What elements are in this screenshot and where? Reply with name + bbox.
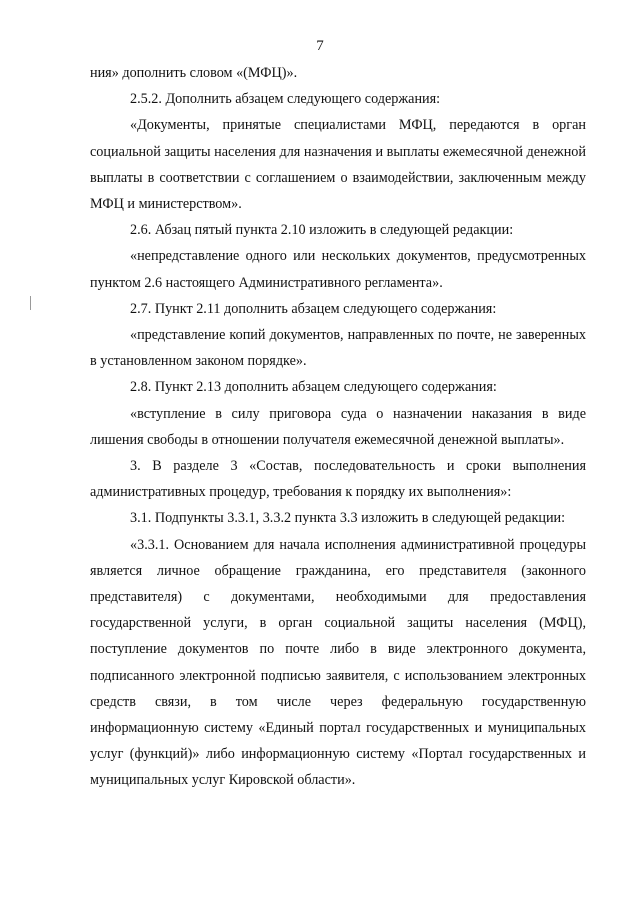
paragraph-quote-copies: «представление копий документов, направленных по почте, не заверенных в установленном законом порядке».: [90, 327, 586, 370]
paragraph-continuation: ния» дополнить словом «(МФЦ)».: [90, 65, 298, 81]
paragraph-2-5-2: 2.5.2. Дополнить абзацем следующего содержания:: [130, 91, 441, 108]
page-number: 7: [316, 38, 324, 54]
paragraph-3-1: 3.1. Подпункты 3.3.1, 3.3.2 пункта 3.3 изложить в следующей редакции:: [130, 510, 566, 527]
paragraph-quote-non-submission: «непредставление одного или нескольких документов, предусмотренных пунктом 2.6 настоящего Административного регламента».: [90, 248, 586, 291]
document-body: [90, 60, 586, 794]
paragraph-quote-sentence: «вступление в силу приговора суда о назначении наказания в виде лишения свободы в отношении получателя ежемесячной денежной выплаты».: [90, 405, 586, 448]
paragraph-2-7: 2.7. Пункт 2.11 дополнить абзацем следующего содержания:: [130, 300, 497, 317]
paragraph-2-6: 2.6. Абзац пятый пункта 2.10 изложить в следующей редакции:: [130, 222, 514, 239]
paragraph-2-8: 2.8. Пункт 2.13 дополнить абзацем следующего содержания:: [130, 379, 497, 396]
paragraph-section-3: 3. В разделе 3 «Состав, последовательность и сроки выполнения административных процедур, требования к порядку их выполнения»:: [90, 458, 586, 501]
scan-edge-mark: [30, 296, 31, 310]
paragraph-quote-documents: «Документы, принятые специалистами МФЦ, передаются в орган социальной защиты населения для назначения и выплаты ежемесячной денежной выплаты в соответствии с соглашением о взаимодействии, заключенным между МФЦ и министерством».: [90, 117, 586, 213]
paragraph-quote-3-3-1: «3.3.1. Основанием для начала исполнения административной процедуры является личное обращение гражданина, его представителя (законного представителя) с документами, необходимыми для предоставления государственной услуги, в орган социальной защиты населения (МФЦ), поступление документов по почте либо в виде электронного документа, подписанного электронной подписью заявителя, с использованием электронных средств связи, в том числе через федеральную государственную информационную систему «Единый портал государственных и муниципальных услуг (функций)» либо информационную систему «Портал государственных и муниципальных услуг Кировской области».: [90, 536, 586, 789]
